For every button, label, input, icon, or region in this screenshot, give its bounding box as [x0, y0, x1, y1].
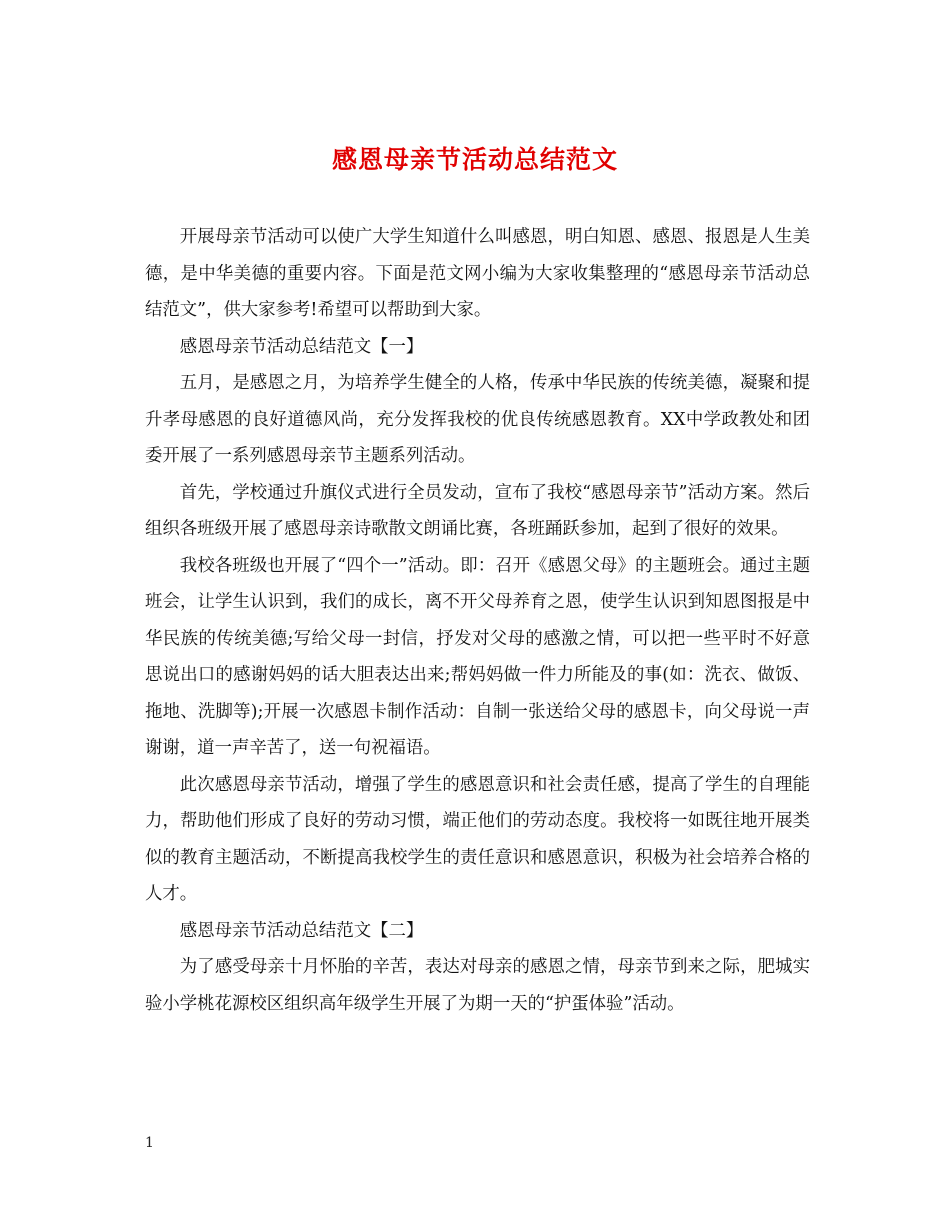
section-heading-2: 感恩母亲节活动总结范文【二】 — [179, 920, 424, 941]
document-title: 感恩母亲节活动总结范文 — [331, 145, 618, 174]
body-paragraph: 五月，是感恩之月，为培养学生健全的人格，传承中华民族的传统美德，凝聚和提升孝母感恩的良好道德风尚，充分发挥我校的优良传统感恩教育。XX中学政教处和团委开展了一系列感恩母亲节主题系列活动。 — [145, 373, 810, 466]
intro-paragraph: 开展母亲节活动可以使广大学生知道什么叫感恩，明白知恩、感恩、报恩是人生美德，是中华美德的重要内容。下面是范文网小编为大家收集整理的“感恩母亲节活动总结范文”，供大家参考!希望可以帮助到大家。 — [145, 227, 810, 320]
body-paragraph: 我校各班级也开展了“四个一”活动。即：召开《感恩父母》的主题班会。通过主题班会，让学生认识到，我们的成长，离不开父母养育之恩，使学生认识到知恩图报是中华民族的传统美德;写给父母一封信，抒发对父母的感激之情，可以把一些平时不好意思说出口的感谢妈妈的话大胆表达出来;帮妈妈做一件力所能及的事(如：洗衣、做饭、拖地、洗脚等);开展一次感恩卡制作活动：自制一张送给父母的感恩卡，向父母说一声谢谢，道一声辛苦了，送一句祝福语。 — [145, 555, 810, 758]
body-paragraph: 此次感恩母亲节活动，增强了学生的感恩意识和社会责任感，提高了学生的自理能力，帮助他们形成了良好的劳动习惯，端正他们的劳动态度。我校将一如既往地开展类似的教育主题活动，不断提高我校学生的责任意识和感恩意识，积极为社会培养合格的人才。 — [145, 774, 810, 904]
document-body — [145, 219, 810, 1022]
page-number: 1 — [145, 1135, 154, 1151]
body-paragraph: 为了感受母亲十月怀胎的辛苦，表达对母亲的感恩之情，母亲节到来之际，肥城实验小学桃花源校区组织高年级学生开展了为期一天的“护蛋体验”活动。 — [145, 957, 810, 1014]
section-heading-1: 感恩母亲节活动总结范文【一】 — [179, 336, 424, 357]
body-paragraph: 首先，学校通过升旗仪式进行全员发动，宣布了我校“感恩母亲节”活动方案。然后组织各班级开展了感恩母亲诗歌散文朗诵比赛，各班踊跃参加，起到了很好的效果。 — [145, 482, 810, 539]
